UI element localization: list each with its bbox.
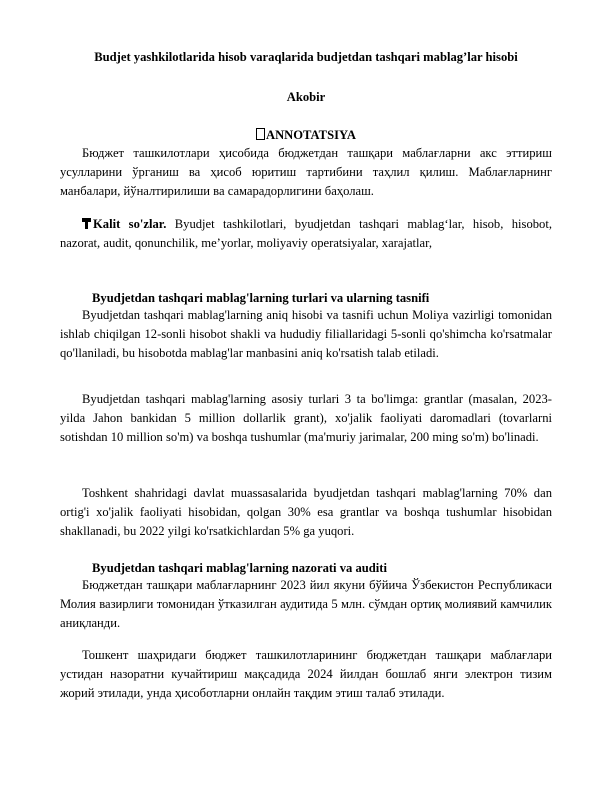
keywords-text: Byudjet tashkilotlari, byudjetdan tashqari mablag‘lar, hisob, hisobot, nazorat, audit, qonunchilik, me’yorlar, moliyaviy operatsiyalar, xarajatlar,	[60, 217, 552, 250]
section1-paragraph-3: Toshkent shahridagi davlat muassasalarida byudjetdan tashqari mablag'larning 70% dan ortig'i xo'jalik faoliyati hisobidan, qolgan 30% esa grantlar va boshqa tushumlar hisobidan shakllanadi, bu 2022 yilgi ko'rsatkichlardan 5% ga yuqori.	[60, 486, 552, 538]
document-title: Budjet yashkilotlarida hisob varaqlarida budjetdan tashqari mablag’lar hisobi	[94, 50, 518, 64]
section1-paragraph-2: Byudjetdan tashqari mablag'larning asosiy turlari 3 ta bo'limga: grantlar (masalan, 2023-yilda Jahon bankidan 5 million dollarlik grant), xo'jalik faoliyati daromadlari (tovarlarni sotishdan 10 million so'm) va boshqa tushumlar (ma'muriy jarimalar, 200 ming so'm) bo'linadi.	[60, 392, 552, 444]
annotation-heading	[60, 126, 552, 145]
keywords-label: Kalit so'zlar.	[93, 217, 167, 231]
author-name: Akobir	[286, 90, 326, 104]
section2-paragraph-1: Бюджетдан ташқари маблағларнинг 2023 йил якуни бўйича Ўзбекистон Республикаси Молия вазирлиги томонидан ўтказилган аудитида 5 млн. сўмдан ортиқ молиявий камчилик аниқланди.	[60, 578, 552, 630]
section1-paragraph-1: Byudjetdan tashqari mablag'larning aniq hisobi va tasnifi uchun Moliya vazirligi tomonidan ishlab chiqilgan 12-sonli hisobot shakli va hududiy filiallaridagi 5-sonli qo'shimcha ko'rsatmalar qo'llaniladi, bu hisobotda mablag'lar manbasini aniq ko'rsatish talab etiladi.	[60, 308, 552, 360]
annotation-heading-text: ANNOTATSIYA	[265, 128, 357, 142]
section2-heading: Byudjetdan tashqari mablag'larning nazorati va auditi	[92, 561, 387, 575]
annotation-text: Бюджет ташкилотлари ҳисобида бюджетдан ташқари маблағларни акс эттириш усулларини ўрганиш ва ҳисоб юритиш тартибини таҳлил қилиш. Маблағларнинг манбалари, йўналтирилиши ва самарадорлигини баҳолаш.	[60, 146, 552, 198]
section1-heading: Byudjetdan tashqari mablag'larning turlari va ularning tasnifi	[92, 291, 430, 305]
keywords-paragraph	[60, 215, 552, 253]
section2-paragraph-2: Тошкент шаҳридаги бюджет ташкилотларининг бюджетдан ташқари маблағлари устидан назоратни кучайтириш мақсадида 2024 йилдан бошлаб янги электрон тизим жорий этилади, унда ҳисоботларни онлайн тақдим этиш талаб этилади.	[60, 648, 552, 700]
placeholder-glyph-icon	[256, 128, 265, 140]
pin-icon	[82, 218, 91, 229]
